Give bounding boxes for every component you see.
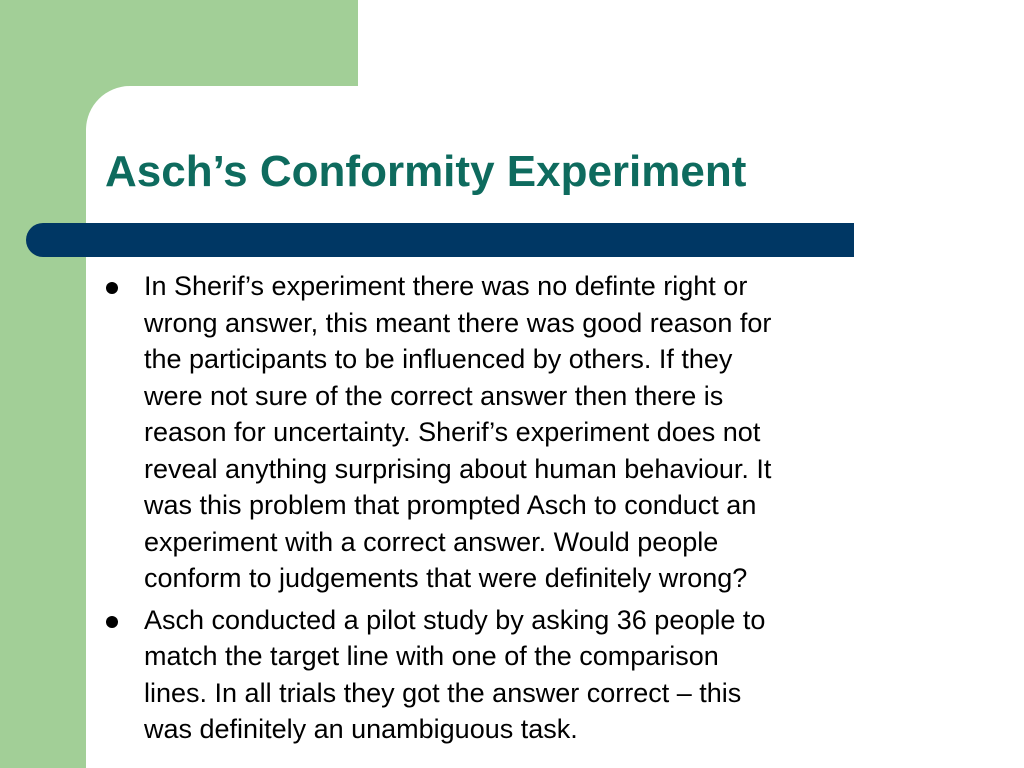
bullet-text-line: Asch conducted a pilot study by asking 36 people to <box>144 604 766 635</box>
bullet-dot-icon <box>106 282 118 294</box>
bullet-dot-icon <box>106 616 118 628</box>
bullet-text-line: wrong answer, this meant there was good reason for <box>144 307 772 338</box>
bullet-text-line: lines. In all trials they got the answer correct – this <box>144 677 742 708</box>
bullet-text-line: was this problem that prompted Asch to conduct an <box>144 490 757 520</box>
bullet-text-line: conform to judgements that were definitely wrong? <box>144 563 748 593</box>
bullet-list <box>104 268 1004 753</box>
slide-title: Asch’s Conformity Experiment <box>105 147 747 196</box>
bullet-text-line: the participants to be influenced by others. If they <box>144 344 733 374</box>
bullet-text-line: experiment with a correct answer. Would people <box>144 526 719 557</box>
bullet-text-line: were not sure of the correct answer then there is <box>144 380 724 411</box>
bullet-text-line: reason for uncertainty. Sherif’s experiment does not <box>144 417 761 447</box>
bullet-item-sherif <box>104 268 1004 597</box>
bullet-text-line: match the target line with one of the comparison <box>144 641 719 671</box>
title-underline-bar <box>26 223 854 257</box>
bullet-text-line: reveal anything surprising about human behaviour. It <box>144 453 772 484</box>
bullet-text-line: In Sherif’s experiment there was no definte right or <box>144 271 748 301</box>
bullet-text-line: was definitely an unambiguous task. <box>144 714 578 744</box>
bullet-item-pilot-study <box>104 602 1004 748</box>
